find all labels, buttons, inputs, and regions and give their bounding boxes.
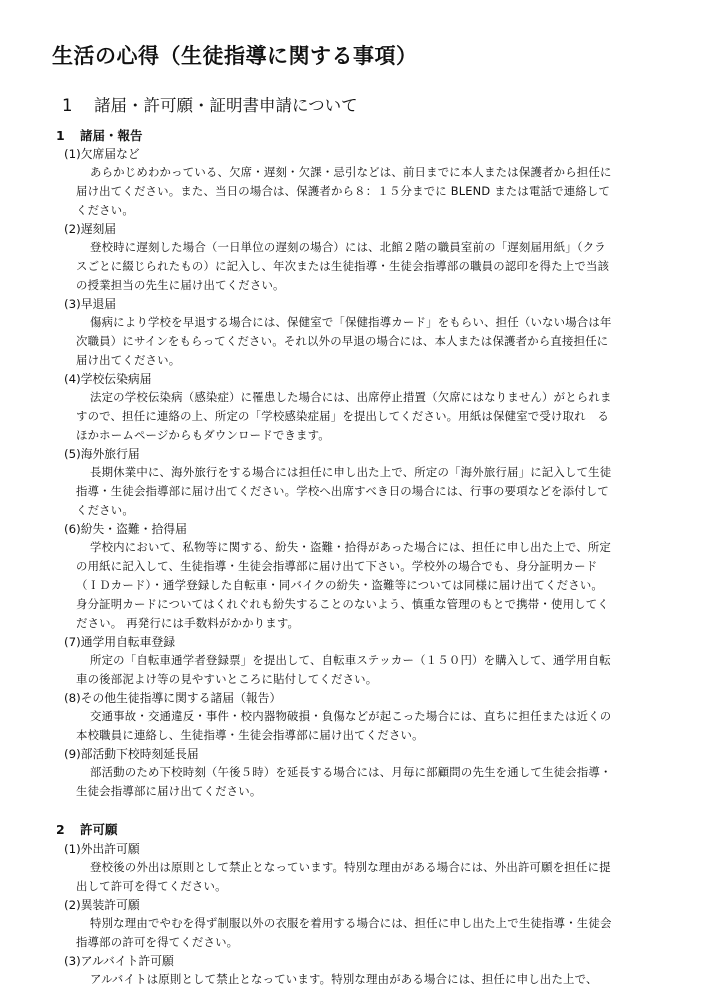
paragraph-line: 学校内において、私物等に関する、紛失・盗難・拾得があった場合には、担任に申し出た上で、所定 (90, 540, 612, 554)
paragraph-line: 届け出てください。また、当日の場合は、保護者から８：１５分までに BLEND または電話で連絡して (76, 184, 611, 198)
page-title: 生活の心得（生徒指導に関する事項） (52, 44, 418, 68)
section-number: 1 (56, 128, 65, 143)
paragraph-line: ください。 (76, 203, 134, 217)
item-heading: (9)部活動下校時刻延長届 (64, 747, 199, 761)
item-heading: (2)遅刻届 (64, 222, 117, 236)
paragraph-line: 本校職員に連絡し、生徒指導・生徒会指導部に届け出てください。 (76, 728, 424, 742)
chapter-number: 1 (62, 96, 73, 115)
paragraph-line: ほかホームページからもダウンロードできます。 (76, 428, 330, 442)
chapter-title: 諸届・許可願・証明書申請について (94, 96, 358, 115)
paragraph-line: の用紙に記入して、生徒指導・生徒会指導部に届け出て下さい。学校外の場合でも、身分証明カード (76, 559, 598, 573)
item-heading: (5)海外旅行届 (64, 447, 140, 461)
paragraph-line: 登校時に遅刻した場合（一日単位の遅刻の場合）には、北館２階の職員室前の「遅刻届用紙」（クラ (90, 240, 606, 254)
item-heading: (1)外出許可願 (64, 842, 140, 856)
paragraph-line: 傷病により学校を早退する場合には、保健室で「保健指導カード」をもらい、担任（いない場合は年 (90, 315, 612, 329)
paragraph-line: 指導部の許可を得てください。 (76, 935, 239, 949)
paragraph-line: （ＩＤカード）・通学登録した自転車・同バイクの紛失・盗難等については同様に届け出てください。 (76, 578, 604, 592)
item-heading: (7)通学用自転車登録 (64, 635, 176, 649)
paragraph-line: 法定の学校伝染病（感染症）に罹患した場合には、出席停止措置（欠席にはなりません）がとられま (90, 390, 612, 404)
paragraph-line: 生徒会指導部に届け出てください。 (76, 784, 262, 798)
paragraph-line: ださい。 再発行には手数料がかかります。 (76, 616, 300, 630)
section-title: 許可願 (80, 822, 118, 837)
paragraph-line: 指導・生徒会指導部に届け出てください。学校へ出席すべき日の場合には、行事の要項などを添付して (76, 484, 609, 498)
section-heading-2 (56, 820, 118, 838)
item-heading: (3)早退届 (64, 297, 117, 311)
paragraph-line: 長期休業中に、海外旅行をする場合には担任に申し出た上で、所定の「海外旅行届」に記入して生徒 (90, 465, 612, 479)
paragraph-line: あらかじめわかっている、欠席・遅刻・欠課・忌引などは、前日までに本人または保護者から担任に (90, 165, 612, 179)
item-heading: (3)アルバイト許可願 (64, 954, 174, 968)
item-heading: (2)異装許可願 (64, 898, 140, 912)
chapter-heading (62, 92, 358, 116)
paragraph-line: 出して許可を得てください。 (76, 879, 227, 893)
paragraph-line: 身分証明カードについてはくれぐれも紛失することのないよう、慎重な管理のもとで携帯・使用してく (76, 597, 609, 611)
section-number: 2 (56, 822, 65, 837)
section-title: 諸届・報告 (80, 128, 143, 143)
paragraph-line: ください。 (76, 503, 134, 517)
paragraph-line: 特別な理由でやむを得ず制服以外の衣服を着用する場合には、担任に申し出た上で生徒指導・生徒会 (90, 916, 612, 930)
item-heading: (8)その他生徒指導に関する諸届（報告） (64, 691, 282, 705)
item-heading: (1)欠席届など (64, 147, 140, 161)
item-heading: (6)紛失・盗難・拾得届 (64, 522, 187, 536)
paragraph-line: 所定の「自転車通学者登録票」を提出して、自転車ステッカー（１５０円）を購入して、通学用自転 (90, 653, 611, 667)
item-heading: (4)学校伝染病届 (64, 372, 152, 386)
paragraph-line: 登校後の外出は原則として禁止となっています。特別な理由がある場合には、外出許可願を担任に提 (90, 860, 611, 874)
paragraph-line: 車の後部泥よけ等の見やすいところに貼付してください。 (76, 672, 378, 686)
paragraph-line: 交通事故・交通違反・事件・校内器物破損・負傷などが起こった場合には、直ちに担任または近くの (90, 709, 612, 723)
paragraph-line: アルバイトは原則として禁止となっています。特別な理由がある場合には、担任に申し出た上で、 (90, 972, 598, 986)
section-heading-1 (56, 126, 143, 144)
paragraph-line: すので、担任に連絡の上、所定の「学校感染症届」を提出してください。用紙は保健室で受け取れ る (76, 409, 609, 423)
paragraph-line: 次職員）にサインをもらってください。それ以外の早退の場合には、本人または保護者から直接担任に (76, 334, 609, 348)
paragraph-line: スごとに綴じられたもの）に記入し、年次または生徒指導・生徒会指導部の職員の認印を得た上で当該 (76, 259, 610, 273)
paragraph-line: 部活動のため下校時刻（午後５時）を延長する場合には、月毎に部顧問の先生を通して生徒会指導・ (90, 765, 612, 779)
paragraph-line: 届け出てください。 (76, 353, 181, 367)
paragraph-line: の授業担当の先生に届け出てください。 (76, 278, 285, 292)
